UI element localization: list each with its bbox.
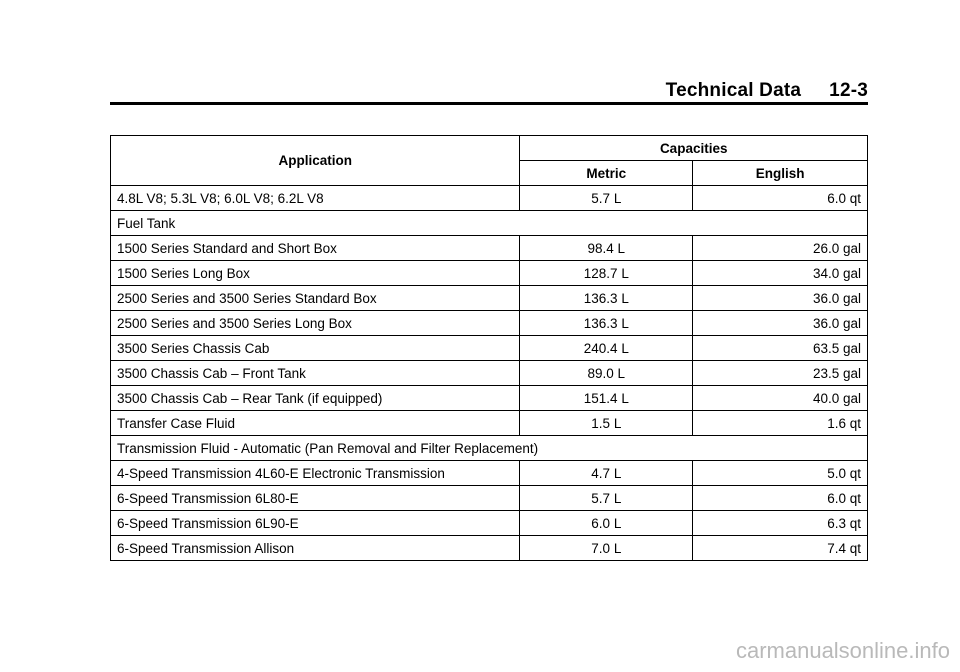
metric-cell: 6.0 L — [520, 511, 693, 536]
metric-cell: 5.7 L — [520, 486, 693, 511]
table-row — [111, 336, 868, 361]
application-cell: 1500 Series Standard and Short Box — [111, 236, 520, 261]
application-cell: 2500 Series and 3500 Series Long Box — [111, 311, 520, 336]
metric-cell: 1.5 L — [520, 411, 693, 436]
metric-cell: 151.4 L — [520, 386, 693, 411]
english-cell: 36.0 gal — [693, 311, 868, 336]
english-cell: 36.0 gal — [693, 286, 868, 311]
table-row — [111, 511, 868, 536]
application-cell: 6-Speed Transmission 6L90-E — [111, 511, 520, 536]
column-header-application: Application — [111, 136, 520, 186]
table-row — [111, 286, 868, 311]
table-row — [111, 261, 868, 286]
english-cell: 6.3 qt — [693, 511, 868, 536]
table-header-row — [111, 136, 868, 161]
section-title: Technical Data — [665, 80, 802, 101]
application-cell: 4-Speed Transmission 4L60-E Electronic Transmission — [111, 461, 520, 486]
table-row — [111, 486, 868, 511]
application-cell: 3500 Series Chassis Cab — [111, 336, 520, 361]
metric-cell: 5.7 L — [520, 186, 693, 211]
metric-cell: 136.3 L — [520, 311, 693, 336]
application-cell: 2500 Series and 3500 Series Standard Box — [111, 286, 520, 311]
english-cell: 6.0 qt — [693, 486, 868, 511]
column-header-capacities: Capacities — [520, 136, 868, 161]
english-cell: 7.4 qt — [693, 536, 868, 561]
table-body — [111, 186, 868, 561]
application-cell: 3500 Chassis Cab – Front Tank — [111, 361, 520, 386]
english-cell: 34.0 gal — [693, 261, 868, 286]
table-row — [111, 461, 868, 486]
metric-cell: 98.4 L — [520, 236, 693, 261]
group-label-cell: Transmission Fluid - Automatic (Pan Removal and Filter Replacement) — [111, 436, 868, 461]
english-cell: 26.0 gal — [693, 236, 868, 261]
application-cell: 3500 Chassis Cab – Rear Tank (if equipped) — [111, 386, 520, 411]
application-cell: 6-Speed Transmission 6L80-E — [111, 486, 520, 511]
metric-cell: 7.0 L — [520, 536, 693, 561]
metric-cell: 240.4 L — [520, 336, 693, 361]
english-cell: 1.6 qt — [693, 411, 868, 436]
table-row — [111, 211, 868, 236]
english-cell: 5.0 qt — [693, 461, 868, 486]
application-cell: 4.8L V8; 5.3L V8; 6.0L V8; 6.2L V8 — [111, 186, 520, 211]
application-cell: 1500 Series Long Box — [111, 261, 520, 286]
column-header-metric: Metric — [520, 161, 693, 186]
table-row — [111, 411, 868, 436]
table-row — [111, 186, 868, 211]
page-header — [666, 80, 868, 102]
metric-cell: 89.0 L — [520, 361, 693, 386]
table-row — [111, 236, 868, 261]
table-row — [111, 436, 868, 461]
group-label-cell: Fuel Tank — [111, 211, 868, 236]
metric-cell: 136.3 L — [520, 286, 693, 311]
table-row — [111, 536, 868, 561]
table-row — [111, 311, 868, 336]
english-cell: 63.5 gal — [693, 336, 868, 361]
table-row — [111, 386, 868, 411]
application-cell: Transfer Case Fluid — [111, 411, 520, 436]
page-number: 12-3 — [829, 80, 868, 101]
table-row — [111, 361, 868, 386]
column-header-english: English — [693, 161, 868, 186]
watermark: carmanualsonline.info — [735, 638, 950, 663]
english-cell: 40.0 gal — [693, 386, 868, 411]
metric-cell: 4.7 L — [520, 461, 693, 486]
english-cell: 23.5 gal — [693, 361, 868, 386]
application-cell: 6-Speed Transmission Allison — [111, 536, 520, 561]
metric-cell: 128.7 L — [520, 261, 693, 286]
capacities-table — [110, 135, 868, 561]
english-cell: 6.0 qt — [693, 186, 868, 211]
header-rule — [110, 102, 868, 105]
